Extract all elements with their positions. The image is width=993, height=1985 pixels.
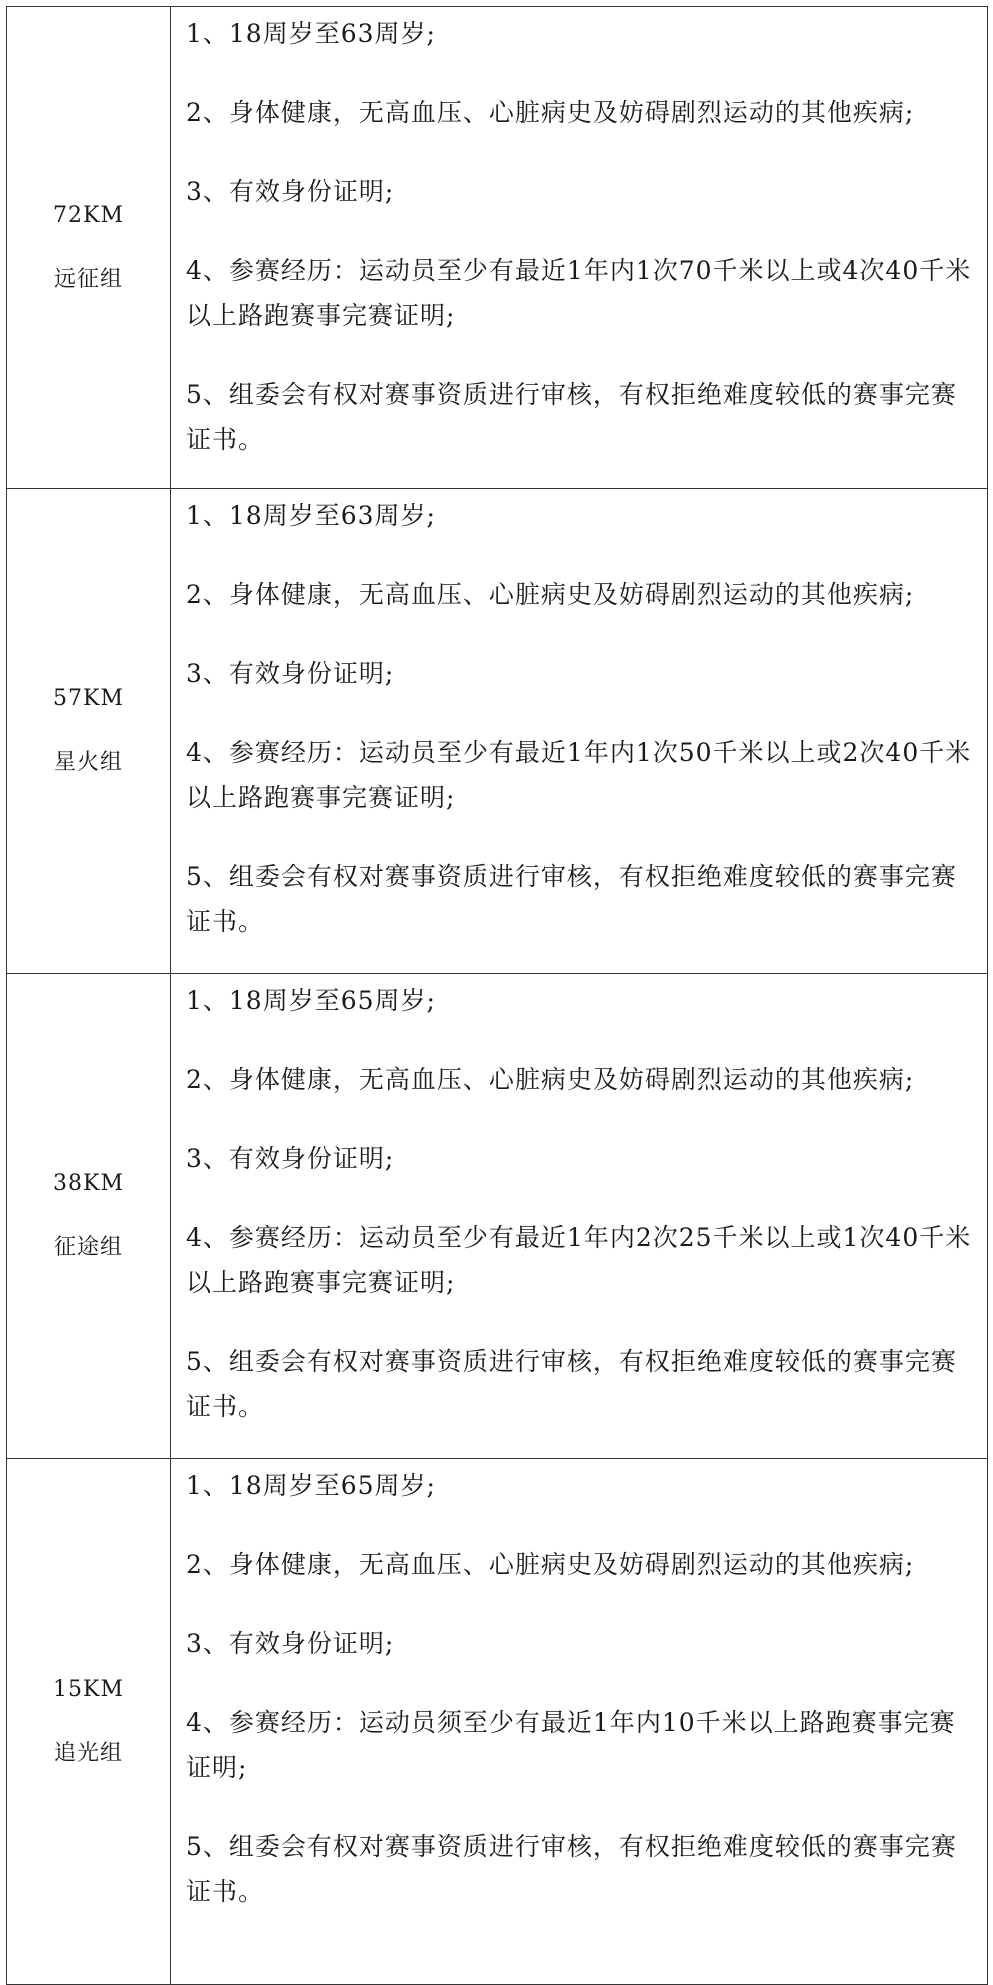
requirement-item: 5、组委会有权对赛事资质进行审核，有权拒绝难度较低的赛事完赛证书。 <box>186 862 957 936</box>
requirement-item: 5、组委会有权对赛事资质进行审核，有权拒绝难度较低的赛事完赛证书。 <box>186 1832 957 1906</box>
group-cell <box>7 1459 171 1985</box>
group-name: 远征组 <box>53 266 123 292</box>
requirement-item: 4、参赛经历：运动员至少有最近1年内1次50千米以上或2次40千米以上路跑赛事完赛证明; <box>186 738 972 812</box>
requirement-item: 5、组委会有权对赛事资质进行审核，有权拒绝难度较低的赛事完赛证书。 <box>186 1347 957 1421</box>
requirements-table <box>6 6 988 1985</box>
requirement-item: 4、参赛经历：运动员须至少有最近1年内10千米以上路跑赛事完赛证明; <box>186 1708 956 1782</box>
requirement-item: 2、身体健康，无高血压、心脏病史及妨碍剧烈运动的其他疾病; <box>186 1550 915 1579</box>
group-name: 追光组 <box>53 1740 123 1766</box>
requirement-item: 4、参赛经历：运动员至少有最近1年内1次70千米以上或4次40千米以上路跑赛事完赛证明; <box>186 256 972 330</box>
requirement-item: 1、18周岁至65周岁; <box>186 986 436 1015</box>
table-row <box>7 7 988 489</box>
requirements-cell <box>171 7 988 489</box>
group-name: 星火组 <box>53 750 123 775</box>
table-row <box>7 489 988 974</box>
group-distance: 72KM <box>53 202 124 228</box>
group-cell <box>7 974 171 1459</box>
requirement-item: 2、身体健康，无高血压、心脏病史及妨碍剧烈运动的其他疾病; <box>186 580 915 609</box>
group-distance: 38KM <box>53 1171 124 1196</box>
requirement-item: 5、组委会有权对赛事资质进行审核，有权拒绝难度较低的赛事完赛证书。 <box>186 380 957 454</box>
group-cell <box>7 489 171 974</box>
requirements-cell <box>171 1459 988 1985</box>
group-name: 征途组 <box>53 1235 123 1260</box>
requirement-item: 2、身体健康，无高血压、心脏病史及妨碍剧烈运动的其他疾病; <box>186 98 915 127</box>
requirement-item: 2、身体健康，无高血压、心脏病史及妨碍剧烈运动的其他疾病; <box>186 1065 915 1094</box>
requirements-cell <box>171 974 988 1459</box>
group-distance: 15KM <box>53 1676 124 1702</box>
requirement-item: 3、有效身份证明; <box>186 659 395 688</box>
group-distance: 57KM <box>53 686 124 711</box>
requirement-item: 1、18周岁至63周岁; <box>186 501 436 530</box>
requirement-item: 3、有效身份证明; <box>186 177 395 206</box>
requirements-cell <box>171 489 988 974</box>
requirement-item: 3、有效身份证明; <box>186 1629 395 1658</box>
requirement-item: 1、18周岁至65周岁; <box>186 1471 436 1500</box>
table-row <box>7 1459 988 1985</box>
group-cell <box>7 7 171 489</box>
requirement-item: 4、参赛经历：运动员至少有最近1年内2次25千米以上或1次40千米以上路跑赛事完赛证明; <box>186 1223 972 1297</box>
requirement-item: 3、有效身份证明; <box>186 1144 395 1173</box>
requirement-item: 1、18周岁至63周岁; <box>186 19 436 48</box>
table-row <box>7 974 988 1459</box>
